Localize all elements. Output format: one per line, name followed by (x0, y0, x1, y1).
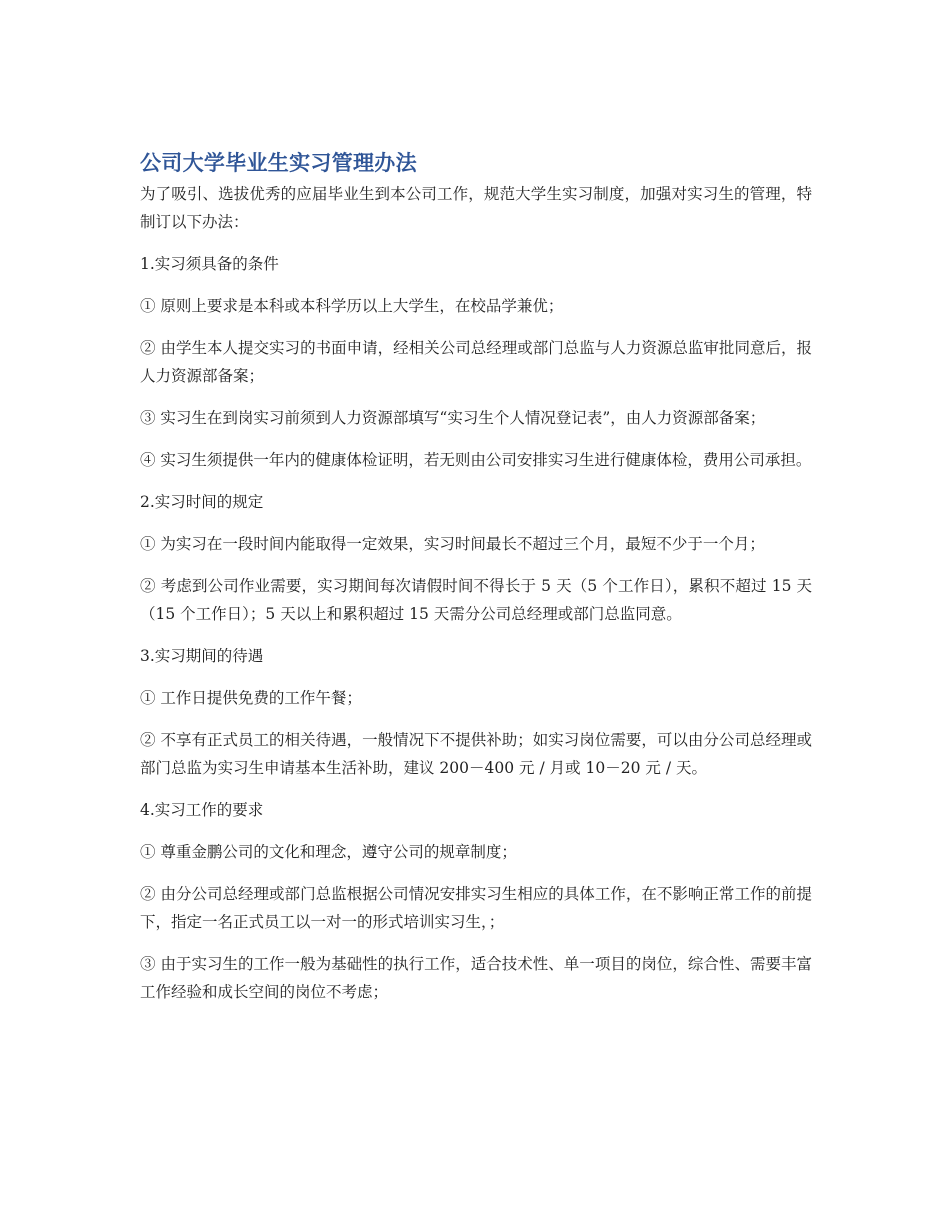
section-heading: 2.实习时间的规定 (140, 493, 264, 511)
section-item: ③ 实习生在到岗实习前须到人力资源部填写“实习生个人情况登记表”，由人力资源部备案； (140, 409, 766, 427)
section-heading: 1.实习须具备的条件 (140, 255, 279, 273)
section-item: ① 原则上要求是本科或本科学历以上大学生，在校品学兼优； (140, 297, 564, 315)
document-title: 公司大学毕业生实习管理办法 (140, 151, 417, 175)
section-item: ③ 由于实习生的工作一般为基础性的执行工作，适合技术性、单一项目的岗位，综合性、需要丰富工作经验和成长空间的岗位不考虑； (140, 955, 812, 1001)
section-item: ① 工作日提供免费的工作午餐； (140, 689, 362, 707)
section-heading: 4.实习工作的要求 (140, 801, 264, 819)
section-item: ② 考虑到公司作业需要，实习期间每次请假时间不得长于 5 天（5 个工作日），累积不超过 15 天（15 个工作日）；5 天以上和累积超过 15 天需分公司总经理或部门总监同意。 (140, 577, 812, 623)
intro-paragraph: 为了吸引、选拔优秀的应届毕业生到本公司工作，规范大学生实习制度，加强对实习生的管理，特制订以下办法： (140, 185, 812, 231)
section-item: ② 不享有正式员工的相关待遇，一般情况下不提供补助；如实习岗位需要，可以由分公司总经理或部门总监为实习生申请基本生活补助，建议 200－400 元 / 月或 10－20 元 / 天。 (140, 731, 812, 777)
section-item: ④ 实习生须提供一年内的健康体检证明，若无则由公司安排实习生进行健康体检，费用公司承担。 (140, 451, 812, 469)
section-item: ② 由学生本人提交实习的书面申请，经相关公司总经理或部门总监与人力资源总监审批同意后，报人力资源部备案； (140, 339, 812, 385)
document-page (140, 146, 812, 1006)
section-item: ① 为实习在一段时间内能取得一定效果，实习时间最长不超过三个月，最短不少于一个月； (140, 535, 765, 553)
section-heading: 3.实习期间的待遇 (140, 647, 264, 665)
section-item: ① 尊重金鹏公司的文化和理念，遵守公司的规章制度； (140, 843, 517, 861)
section-item: ② 由分公司总经理或部门总监根据公司情况安排实习生相应的具体工作，在不影响正常工作的前提下，指定一名正式员工以一对一的形式培训实习生，； (140, 885, 812, 931)
